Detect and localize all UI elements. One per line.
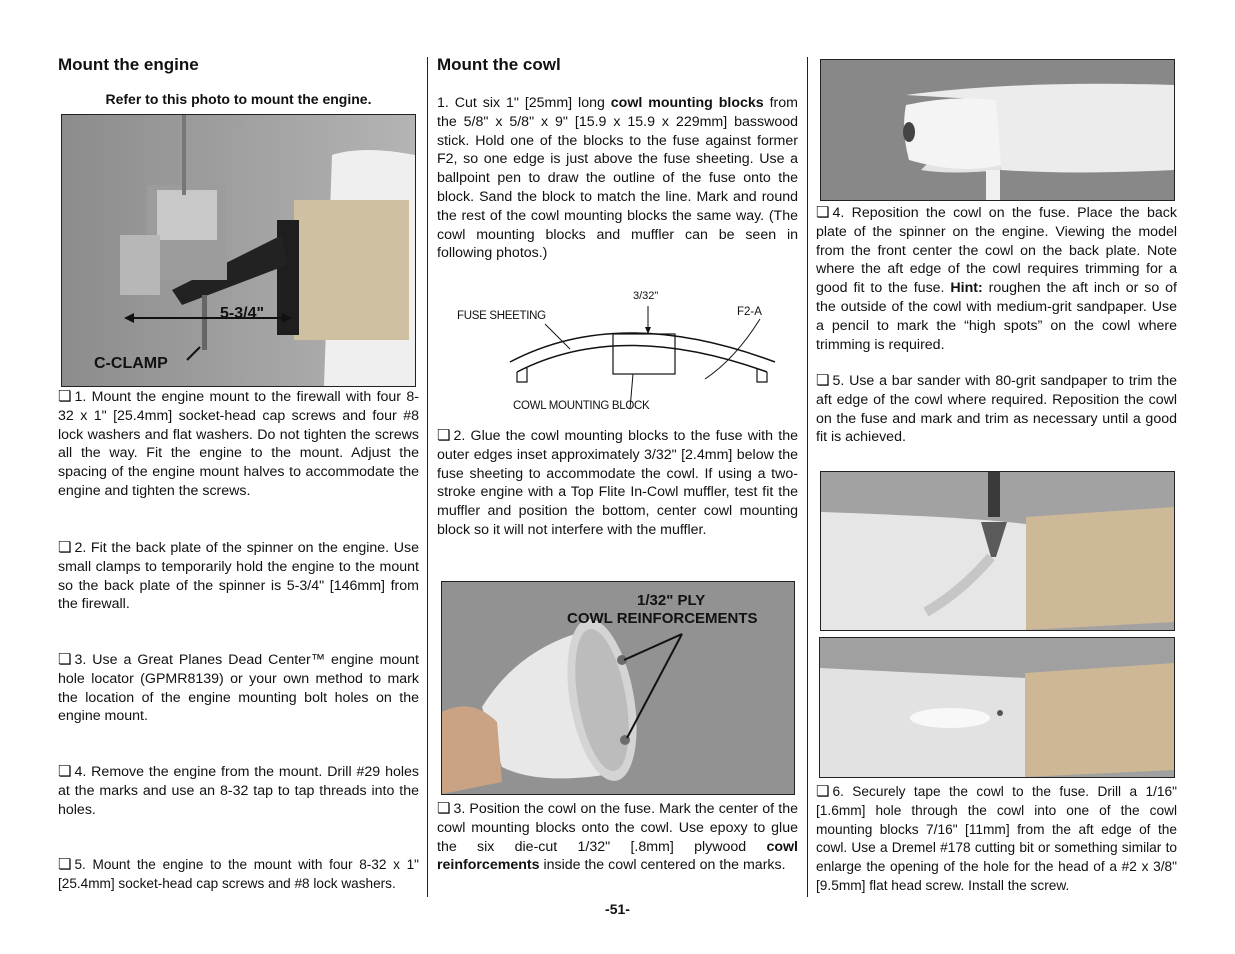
checkbox-icon[interactable]: ❏ <box>816 783 830 800</box>
column-divider-2 <box>807 57 808 897</box>
diagram-label-block: COWL MOUNTING BLOCK <box>513 400 650 412</box>
checkbox-icon[interactable]: ❏ <box>58 539 72 556</box>
cowl-reinforcement-photo <box>441 581 795 795</box>
step-1: ❏ 1. Mount the engine mount to the firewall with four 8-32 x 1" [25.4mm] socket-head cap screws and four #8 lock washers and flat washers. Do not tighten the screws all the way. Fit the engine to the mount. Adjust the spacing of the engine mount halves to accommodate the engine and tighten the screws. <box>58 388 419 499</box>
checkbox-icon[interactable]: ❏ <box>816 372 830 389</box>
cowl-step-3: ❏ 3. Position the cowl on the fuse. Mark the center of the cowl mounting blocks onto the cowl. Use epoxy to glue the six die-cut 1/32" [.8mm] plywood cowl reinforcements inside the cowl centered on the marks. <box>437 800 798 874</box>
section-heading-engine: Mount the engine <box>58 55 199 74</box>
page-number: -51- <box>605 901 630 917</box>
step-3: ❏ 3. Use a Great Planes Dead Center™ engine mount hole locator (GPMR8139) or your own method to mark the location of the engine mounting bolt holes on the engine mount. <box>58 651 419 725</box>
screw-hole-art <box>820 638 1174 777</box>
photo-caption: Refer to this photo to mount the engine. <box>105 91 372 107</box>
checkbox-icon[interactable]: ❏ <box>58 763 72 780</box>
screw-hole-photo <box>819 637 1175 778</box>
engine-photo-art <box>62 115 415 386</box>
checkbox-icon[interactable]: ❏ <box>437 800 451 817</box>
step-5: ❏ 5. Mount the engine to the mount with four 8-32 x 1" [25.4mm] socket-head cap screws and #8 lock washers. <box>58 856 419 891</box>
photo-label-ply: 1/32" PLY <box>637 592 706 609</box>
diagram-label-fuse: FUSE SHEETING <box>457 310 546 322</box>
photo-label-c-clamp: C-CLAMP <box>94 355 168 372</box>
photo-label-reinforcements: COWL REINFORCEMENTS <box>567 610 758 627</box>
checkbox-icon[interactable]: ❏ <box>58 651 72 668</box>
diagram-label-gap: 3/32" <box>633 290 659 302</box>
drill-photo-art <box>821 472 1174 630</box>
photo-label-dimension: 5-3/4" <box>220 305 265 322</box>
checkbox-icon[interactable]: ❏ <box>58 856 72 873</box>
diagram-art <box>455 284 785 419</box>
diagram-label-former: F2-A <box>737 306 762 318</box>
cowl-fitted-art <box>821 60 1174 200</box>
step-2: ❏ 2. Fit the back plate of the spinner on the engine. Use small clamps to temporarily hold the engine to the mount so the back plate of the spinner is 5-3/4" [146mm] from the firewall. <box>58 539 419 613</box>
cowl-fitted-photo <box>820 59 1175 201</box>
cowl-block-diagram <box>455 284 785 419</box>
step-6-cowl: ❏ 6. Securely tape the cowl to the fuse. Drill a 1/16" [1.6mm] hole through the cowl into one of the cowl mounting blocks 7/16" [11mm] from the aft edge of the cowl. Use a Dremel #178 cutting bit or something similar to enlarge the opening of the hole for the head of a #2 x 3/8" [9.5mm] flat head screw. Install the screw. <box>816 783 1177 893</box>
engine-mount-photo <box>61 114 416 387</box>
checkbox-icon[interactable]: ❏ <box>816 204 830 221</box>
column-divider-1 <box>427 57 428 897</box>
cowl-step-2: ❏ 2. Glue the cowl mounting blocks to the fuse with the outer edges inset approximately 3/32" [2.4mm] below the fuse sheeting to accommodate the cowl. If using a two-stroke engine with a Top Flite In-Cowl muffler, test fit the muffler and position the bottom, center cowl mounting block so it will not interfere with the muffler. <box>437 427 798 538</box>
checkbox-icon[interactable]: ❏ <box>437 427 451 444</box>
drill-photo <box>820 471 1175 631</box>
step-4: ❏ 4. Remove the engine from the mount. Drill #29 holes at the marks and use an 8-32 tap to tap threads into the holes. <box>58 763 419 818</box>
step-4-cowl: ❏ 4. Reposition the cowl on the fuse. Place the back plate of the spinner on the engine. Viewing the model from the front center the cowl on the back plate. Note where the aft edge of the cowl requires trimming for a good fit to the fuse. Hint: roughen the aft inch or so of the outside of the cowl with medium-grit sandpaper. Use a pencil to mark the “high spots” on the cowl where trimming is required. <box>816 204 1177 353</box>
cowl-step-1: 1. Cut six 1" [25mm] long cowl mounting blocks from the 5/8" x 5/8" x 9" [15.9 x 15.9 x 229mm] basswood stick. Hold one of the blocks to the fuse against former F2, so one edge is just above the fuse sheeting. Use a ballpoint pen to draw the outline of the fuse onto the block. Sand the block to match the line. Mark and round the rest of the cowl mounting blocks the same way. (The cowl mounting blocks and muffler can be seen in following photos.) <box>437 95 798 262</box>
step-5-cowl: ❏ 5. Use a bar sander with 80-grit sandpaper to trim the aft edge of the cowl where required. Reposition the cowl on the fuse and mark and trim as necessary until a good fit is achieved. <box>816 372 1177 446</box>
section-heading-cowl: Mount the cowl <box>437 55 561 74</box>
checkbox-icon[interactable]: ❏ <box>58 388 72 405</box>
